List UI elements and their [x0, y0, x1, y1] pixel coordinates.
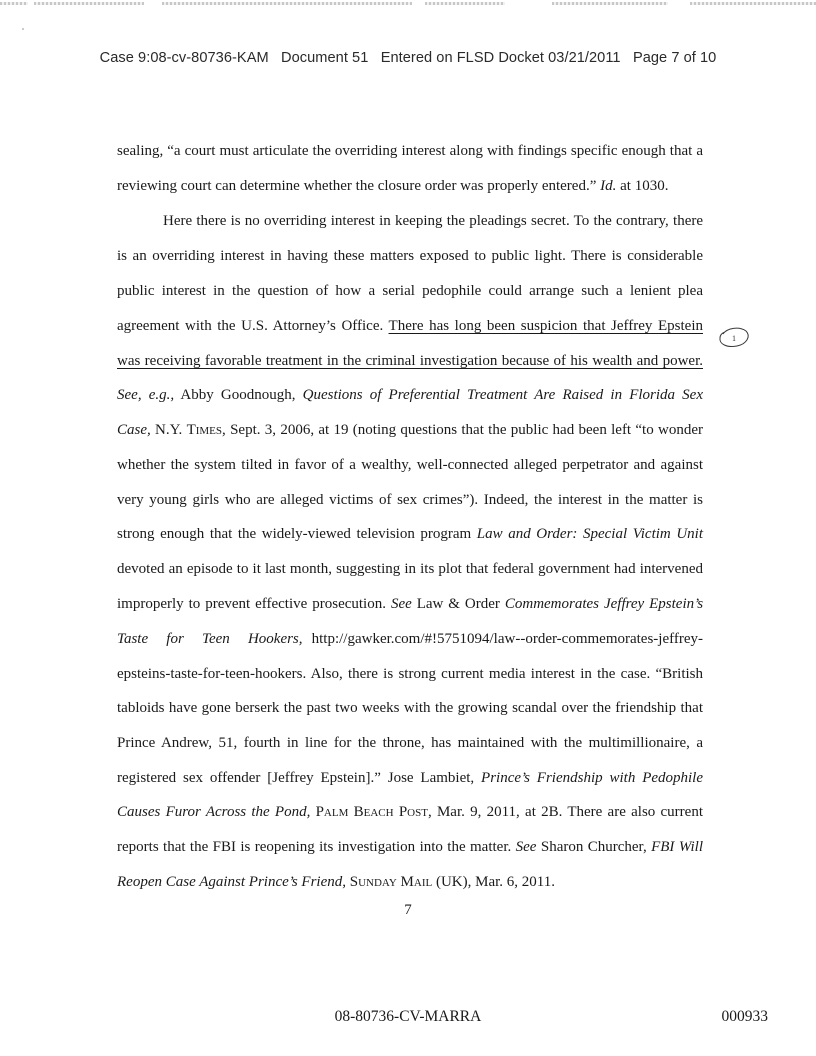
body-line: reviewing court can determine whether the closure order was properly entered.” Id. at 1030. [117, 178, 669, 194]
body-line: sealing, “a court must articulate the overriding interest along with findings specific enough that a [117, 143, 703, 159]
url-text: http://gawker.com/#!5751094/law--order-commemorates-jeffrey- [311, 631, 703, 647]
body-line: Case, N.Y. Times, Sept. 3, 2006, at 19 (noting questions that the public had been left “to wonder [117, 422, 704, 438]
underlined-passage: There has long been suspicion that Jeffrey Epstein [388, 318, 703, 334]
body-line: strong enough that the widely-viewed television program Law and Order: Special Victim Unit [117, 526, 703, 542]
body-line: whether the system tilted in favor of a wealthy, well-connected alleged perpetrator and against [117, 457, 703, 473]
body-line: very young girls who are alleged victims of sex crimes”). Indeed, the interest in the matter is [117, 492, 703, 508]
body-line: reports that the FBI is reopening its investigation into the matter. See Sharon Churcher, FBI Will [117, 839, 703, 855]
body-line: agreement with the U.S. Attorney’s Office. There has long been suspicion that Jeffrey Epstein [117, 318, 703, 334]
body-line: Causes Furor Across the Pond, Palm Beach Post, Mar. 9, 2011, at 2B. There are also current [117, 804, 703, 820]
underlined-passage: was receiving favorable treatment in the criminal investigation because of his wealth and power. [117, 353, 703, 369]
ecf-header [0, 50, 816, 66]
header-page: Page 7 of 10 [632, 50, 717, 66]
body-line: is an overriding interest in having these matters exposed to public light. There is considerable [117, 248, 703, 264]
margin-mark-number: 1 [732, 334, 736, 343]
bates-number: 000933 [721, 1008, 768, 1025]
scan-speck [22, 28, 24, 30]
body-line: Taste for Teen Hookers, http://gawker.com/#!5751094/law--order-commemorates-jeffrey- [117, 631, 703, 647]
header-case: Case 9:08-cv-80736-KAM [99, 50, 269, 66]
body-line: Here there is no overriding interest in keeping the pleadings secret. To the contrary, there [163, 213, 703, 229]
handwritten-circle-mark [717, 322, 751, 352]
body-line: See, e.g., Abby Goodnough, Questions of Preferential Treatment Are Raised in Florida Sex [117, 387, 703, 403]
body-line: devoted an episode to it last month, suggesting in its plot that federal government had intervened [117, 561, 703, 577]
body-line: public interest in the question of how a serial pedophile could arrange such a lenient plea [117, 283, 703, 299]
header-document: Document 51 [281, 50, 369, 66]
body-line: improperly to prevent effective prosecution. See Law & Order Commemorates Jeffrey Epstein’s [117, 596, 704, 612]
body-line: tabloids have gone berserk the past two weeks with the growing scandal over the friendship that [117, 700, 703, 716]
body-line [117, 352, 703, 370]
body-line: Prince Andrew, 51, fourth in line for the throne, has maintained with the multimillionaire, a [117, 735, 703, 751]
scan-artifact-bar [0, 0, 816, 8]
body-line: registered sex offender [Jeffrey Epstein].” Jose Lambiet, Prince’s Friendship with Pedophile [117, 770, 704, 786]
body-line: epsteins-taste-for-teen-hookers. Also, there is strong current media interest in the case. “British [117, 666, 703, 682]
footer-case-id: 08-80736-CV-MARRA [334, 1008, 482, 1025]
body-line: Reopen Case Against Prince’s Friend, Sunday Mail (UK), Mar. 6, 2011. [117, 874, 555, 890]
page-number: 7 [404, 902, 412, 918]
header-entered: Entered on FLSD Docket 03/21/2011 [380, 50, 621, 66]
